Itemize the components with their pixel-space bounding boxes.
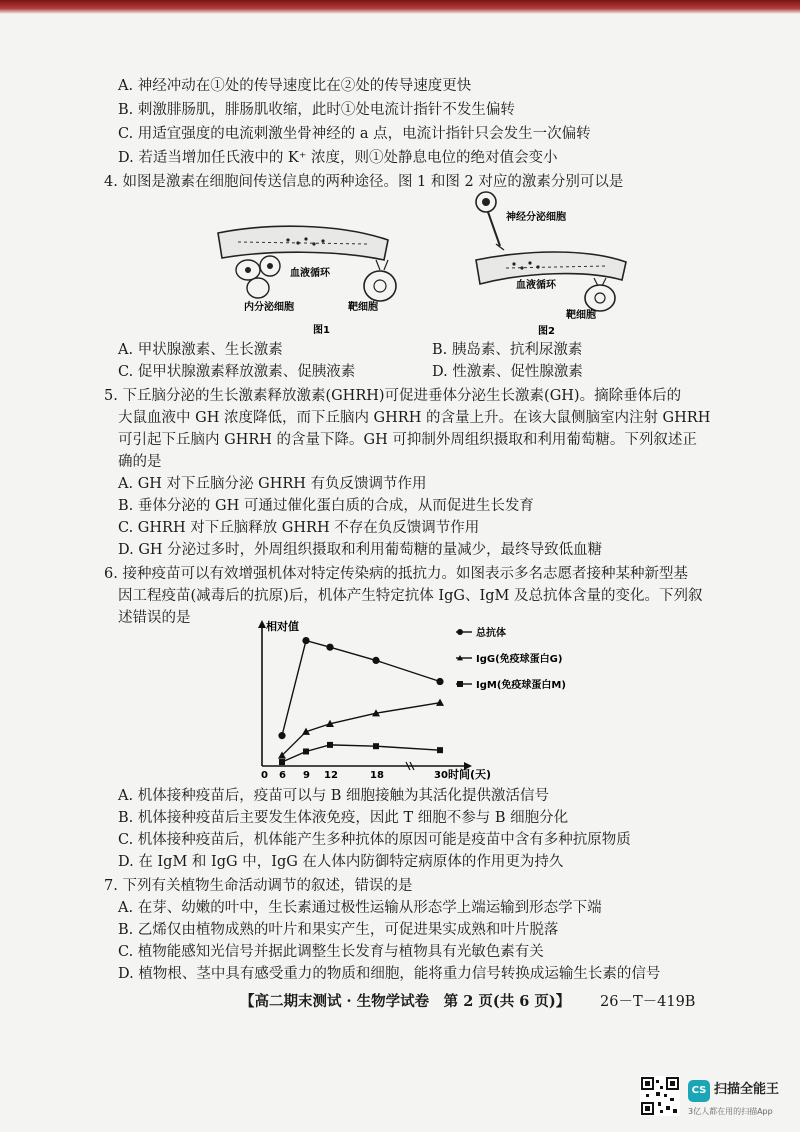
q6-stem-line1: 6. 接种疫苗可以有效增强机体对特定传染病的抵抗力。如图表示多名志愿者接种某种新型基 [104,566,688,582]
fig1-endocrine-label: 内分泌细胞 [244,302,294,313]
q3-option-c: C. 用适宜强度的电流刺激坐骨神经的 a 点，电流计指针只会发生一次偏转 [118,126,591,142]
data-point [327,742,333,748]
y-axis-arrow [258,620,266,628]
q4-option-a: A. 甲状腺激素、生长激素 [118,342,283,358]
fig1-target-label: 靶细胞 [348,302,378,313]
q3-option-d: D. 若适当增加任氏液中的 K⁺ 浓度，则①处静息电位的绝对值会变小 [118,150,558,166]
q5-stem-line3: 可引起下丘脑内 GHRH 的含量下降。GH 可抑制外周组织摄取和利用葡萄糖。下列叙述正 [118,432,697,448]
data-point [303,748,309,754]
q4-figure-2 [466,188,636,338]
data-point [326,644,333,651]
q7-option-b: B. 乙烯仅由植物成熟的叶片和果实产生，可促进果实成熟和叶片脱落 [118,922,559,938]
q5-option-a: A. GH 对下丘脑分泌 GHRH 有负反馈调节作用 [118,476,427,492]
fig1-blood-label: 血液循环 [290,268,330,279]
fig2-blood-label: 血液循环 [516,280,556,291]
q6-stem-line3: 述错误的是 [118,610,191,626]
x-tick-label: 12 [324,770,338,781]
q4-option-c: C. 促甲状腺激素释放激素、促胰液素 [118,364,356,380]
watermark-title: 扫描全能王 [714,1082,780,1097]
x-tick-label: 6 [279,770,286,781]
q4-option-b: B. 胰岛素、抗利尿激素 [432,342,583,358]
chart-series [278,637,444,765]
q4-option-d: D. 性激素、促性腺激素 [432,364,583,380]
chart-legend [456,626,566,691]
fig1-caption: 图1 [313,325,330,336]
watermark-subtitle: 3亿人都在用的扫描App [688,1107,773,1116]
x-tick-label: 18 [370,770,384,781]
x-tick-label: 0 [261,770,268,781]
q6-option-d: D. 在 IgM 和 IgG 中，IgG 在人体内防御特定病原体的作用更为持久 [118,854,564,870]
data-point [373,743,379,749]
camscanner-logo-icon: CS [688,1080,710,1102]
legend-label: IgG(免疫球蛋白G) [476,654,563,665]
q7-option-a: A. 在芽、幼嫩的叶中，生长素通过极性运输从形态学上端运输到形态学下端 [118,900,602,916]
page-footer-code: 26－T－419B [600,994,696,1010]
x-tick-label: 9 [303,770,310,781]
x-axis-label: 时间(天) [448,768,492,781]
q4-figure-1 [208,218,408,338]
series-line-0 [282,641,440,736]
data-point [437,747,443,753]
data-point [278,732,285,739]
q5-option-b: B. 垂体分泌的 GH 可通过催化蛋白质的合成，从而促进生长发育 [118,498,534,514]
q6-option-c: C. 机体接种疫苗后，机体能产生多种抗体的原因可能是疫苗中含有多种抗原物质 [118,832,631,848]
data-point [372,657,379,664]
q5-stem-line1: 5. 下丘脑分泌的生长激素释放激素(GHRH)可促进垂体分泌生长激素(GH)。摘除垂体后的 [104,388,682,404]
qr-code-icon [640,1076,680,1116]
legend-marker [457,629,463,635]
legend-marker [457,681,463,687]
x-tick-label: 30 [434,770,448,781]
q5-option-c: C. GHRH 对下丘脑释放 GHRH 不存在负反馈调节作用 [118,520,480,536]
data-point [436,678,443,685]
q5-stem-line2: 大鼠血液中 GH 浓度降低，而下丘脑内 GHRH 的含量上升。在该大鼠侧脑室内注射 GHRH [118,410,711,426]
q3-option-a: A. 神经冲动在①处的传导速度比在②处的传导速度更快 [118,78,472,94]
fig2-neuro-label: 神经分泌细胞 [506,212,566,223]
q5-stem-line4: 确的是 [118,454,162,470]
q6-stem-line2: 因工程疫苗(减毒后的抗原)后，机体产生特定抗体 IgG、IgM 及总抗体含量的变化。下列叙 [118,588,703,604]
q5-option-d: D. GH 分泌过多时，外周组织摄取和利用葡萄糖的量减少，最终导致低血糖 [118,542,603,558]
q7-option-d: D. 植物根、茎中具有感受重力的物质和细胞，能将重力信号转换成运输生长素的信号 [118,966,661,982]
legend-label: 总抗体 [476,628,506,639]
x-tick-labels [261,770,448,781]
data-point [279,759,285,765]
q6-option-a: A. 机体接种疫苗后，疫苗可以与 B 细胞接触为其活化提供激活信号 [118,788,550,804]
q7-option-c: C. 植物能感知光信号并据此调整生长发育与植物具有光敏色素有关 [118,944,544,960]
fig2-target-label: 靶细胞 [566,310,596,321]
data-point [302,637,309,644]
legend-label: IgM(免疫球蛋白M) [476,680,566,691]
fig2-caption: 图2 [538,326,555,337]
q7-stem: 7. 下列有关植物生命活动调节的叙述，错误的是 [104,878,413,894]
q6-option-b: B. 机体接种疫苗后主要发生体液免疫，因此 T 细胞不参与 B 细胞分化 [118,810,569,826]
q4-stem: 4. 如图是激素在细胞间传送信息的两种途径。图 1 和图 2 对应的激素分别可以是 [104,174,624,190]
q3-option-b: B. 刺激腓肠肌，腓肠肌收缩，此时①处电流计指针不发生偏转 [118,102,515,118]
y-axis-label: 相对值 [266,620,299,633]
data-point [436,699,444,706]
antibody-line-chart [240,616,620,786]
page-footer-title: 【高二期末测试 · 生物学试卷 第 2 页(共 6 页)】 [240,993,571,1010]
